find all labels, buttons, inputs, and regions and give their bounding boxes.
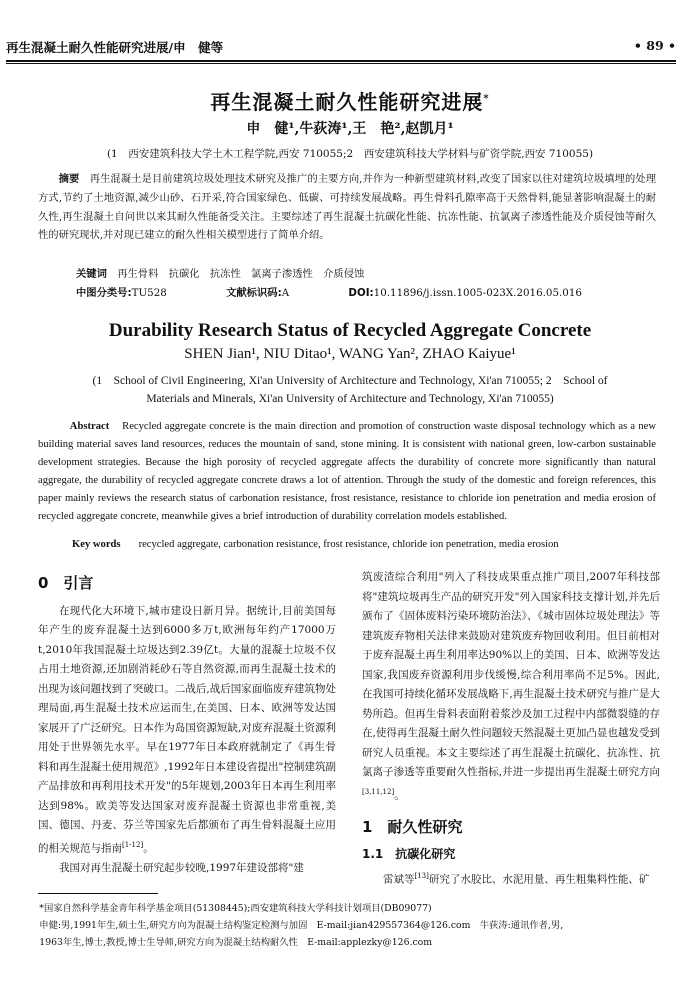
doi-value: 10.11896/j.issn.1005-023X.2016.05.016	[373, 287, 582, 299]
paragraph-end: 。	[394, 789, 405, 801]
affiliation-chinese: (1 西安建筑科技大学土木工程学院,西安 710055;2 西安建筑科技大学材料与矿资学院,西安 710055)	[106, 148, 594, 160]
citation[interactable]: [3,11,12]	[362, 787, 395, 796]
authors-chinese: 申 健¹,牛荻涛¹,王 艳²,赵凯月¹	[246, 121, 454, 137]
body-paragraph	[38, 859, 336, 879]
affiliation-english: (1 School of Civil Engineering, Xi'an University of Architecture and Technology, Xi'an 710055; 2 School of Materials and Minerals, Xi'an University of Architecture and Technology, Xi'an 710055)	[92, 375, 608, 405]
title-english: Durability Research Status of Recycled Aggregate Concrete	[108, 320, 592, 341]
paragraph-text: 在现代化大环境下,城市建设日新月异。据统计,目前美国每年产生的废弃混凝土达到6000多万t,欧洲每年约产17000万t,2010年我国混凝土垃圾达到2.39亿t。大量的混凝土垃圾不仅占用土地资源,还加剧消耗砂石等自然资源,而再生混凝土技术的出现为该问题找到了突破口。二战后,战后国家面临废弃建筑物处理局面,再生混凝土技术应运而生,在美国、日本、欧洲等发达国家展开了广泛研究。日本作为岛国资源短缺,对废弃混凝土资源利用处于世界领先水平。早在1977年日本政府就制定了《再生骨料和再生混凝土使用规范》,1992年日本建设省提出"控制建筑副产品排放和再利用技术开发"的5年规划,2003年日本再生利用率达到98%。欧美等发达国家对废弃混凝土资源也非常重视,美国、德国、丹麦、芬兰等国家先后都颁布了再生骨料混凝土应用的相关规范与指南	[38, 604, 336, 854]
footnote-rule	[38, 893, 158, 894]
section-1-1-heading: 1.1 抗碳化研究	[362, 847, 456, 861]
title-footnote-mark: *	[483, 93, 490, 105]
title-chinese	[0, 86, 700, 115]
paragraph-text: 筑废渣综合利用"列入了科技成果重点推广项目,2007年科技部将"建筑垃圾再生产品的研究开发"列入国家科技支撑计划,并先后颁布了《固体废料污染环境防治法》、《城市固体垃圾处理法》等建筑废弃物相关法律来鼓励对建筑废弃物回收利用。但目前相对于废弃混凝土再生利用率达90%以上的美国、日本、欧洲等发达国家,我国废弃资源利用步伐缓慢,综合利用率尚不足5%。因此,在我国可持续化循环发展战略下,再生混凝土技术研究与推广是大势所趋。但再生骨料表面附着浆沙及加工过程中内部微裂缝的存在,使得再生混凝土耐久性问题较天然混凝土更加凸显也越发受到研究人员重视。本文主要综述了再生混凝土抗碳化、抗冻性、抗氯离子渗透等重要耐久性指标,并进一步提出再生混凝土研究方向	[362, 571, 660, 778]
abstract-chinese-label: 摘要	[58, 173, 80, 185]
clc-label: 中图分类号:	[76, 287, 132, 299]
paragraph-text: 我国对再生混凝土研究起步较晚,1997年建设部将"建	[59, 861, 304, 874]
keywords-chinese-text: 再生骨料 抗碳化 抗冻性 氯离子渗透性 介质侵蚀	[117, 268, 365, 280]
clc-value: TU528	[131, 287, 167, 299]
page-number: • 89 •	[633, 38, 676, 53]
footnote-bio-2: 1963年生,博士,教授,博士生导师,研究方向为混凝土结构耐久性 E-mail:applezky@126.com	[39, 937, 433, 948]
doc-code-value: A	[281, 287, 290, 299]
paragraph-end: 。	[143, 842, 154, 854]
footnote-fund: *国家自然科学基金青年科学基金项目(51308445);西安建筑科技大学科技计划项目(DB09077)	[39, 903, 432, 914]
abstract-english-label: Abstract	[69, 421, 110, 432]
header-rule-thick	[6, 60, 676, 62]
keywords-chinese-label: 关键词	[76, 268, 107, 280]
footnote-bio-1: 申健:男,1991年生,硕士生,研究方向为混凝土结构鉴定检测与加固 E-mail:jian429557364@126.com 牛荻涛:通讯作者,男,	[39, 920, 564, 931]
body-paragraph	[362, 568, 660, 806]
body-column-right	[362, 568, 660, 890]
header-rule-thin	[6, 63, 676, 64]
title-chinese-text: 再生混凝土耐久性能研究进展	[210, 90, 484, 114]
abstract-chinese	[38, 170, 656, 245]
running-header	[6, 38, 676, 58]
citation[interactable]: [1-12]	[122, 840, 144, 849]
citation[interactable]: [13]	[414, 871, 429, 880]
keywords-english-text: recycled aggregate, carbonation resistance, frost resistance, chloride ion penetration, media erosion	[138, 539, 559, 550]
keywords-chinese	[76, 265, 364, 280]
abstract-chinese-text: 再生混凝土是目前建筑垃圾处理技术研究及推广的主要方向,并作为一种新型建筑材料,改变了国家以往对建筑垃圾填埋的处理方式,节约了土地资源,减少山砂、石开采,符合国家绿色、低碳、可持续发展战略。再生骨料孔隙率高于天然骨料,能显著影响混凝土的耐久性,再生混凝土自问世以来其耐久性能备受关注。主要综述了再生混凝土抗碳化性能、抗冻性能、抗氯离子渗透性能及介质侵蚀等耐久性的研究现状,并对现已建立的耐久性相关模型进行了简单介绍。	[38, 173, 657, 242]
keywords-english	[72, 539, 559, 550]
footnotes	[30, 900, 670, 951]
paragraph-end: 研究了水胶比、水泥用量、再生粗集料性能、矿	[428, 873, 650, 885]
body-paragraph	[362, 867, 660, 890]
section-0-heading: 0 引言	[38, 574, 94, 592]
keywords-english-label: Key words	[72, 539, 121, 550]
abstract-english-text: Recycled aggregate concrete is the main direction and promotion of construction waste disposal technology which as a new building material saves land resources, reduces the mountain of sand, stone mining. It is consistent with national green, low-carbon sustainable development strategies. Because the high porosity of recycled aggregate affects the durability of concrete more significantly than natural aggregate, the durability of recycled aggregate concrete draws a lot of attention. Through the study of the domestic and foreign references, this paper mainly reviews the research status of carbonation resistance, frost resistance, resistance to chloride ion penetration and media erosion of recycled aggregate concrete, meanwhile gives a brief introduction of durability correlation models established.	[38, 421, 657, 522]
body-paragraph	[38, 602, 336, 859]
doi-label: DOI:	[348, 287, 374, 299]
running-title: 再生混凝土耐久性能研究进展/申 健等	[6, 40, 224, 55]
body-column-left	[38, 568, 336, 878]
section-1-heading: 1 耐久性研究	[362, 817, 463, 836]
classification-line	[76, 284, 638, 299]
paragraph-text: 雷斌等	[383, 873, 415, 885]
abstract-english	[38, 418, 656, 526]
doc-code-label: 文献标识码:	[226, 287, 282, 299]
authors-english: SHEN Jian¹, NIU Ditao¹, WANG Yan², ZHAO Kaiyue¹	[184, 346, 516, 362]
